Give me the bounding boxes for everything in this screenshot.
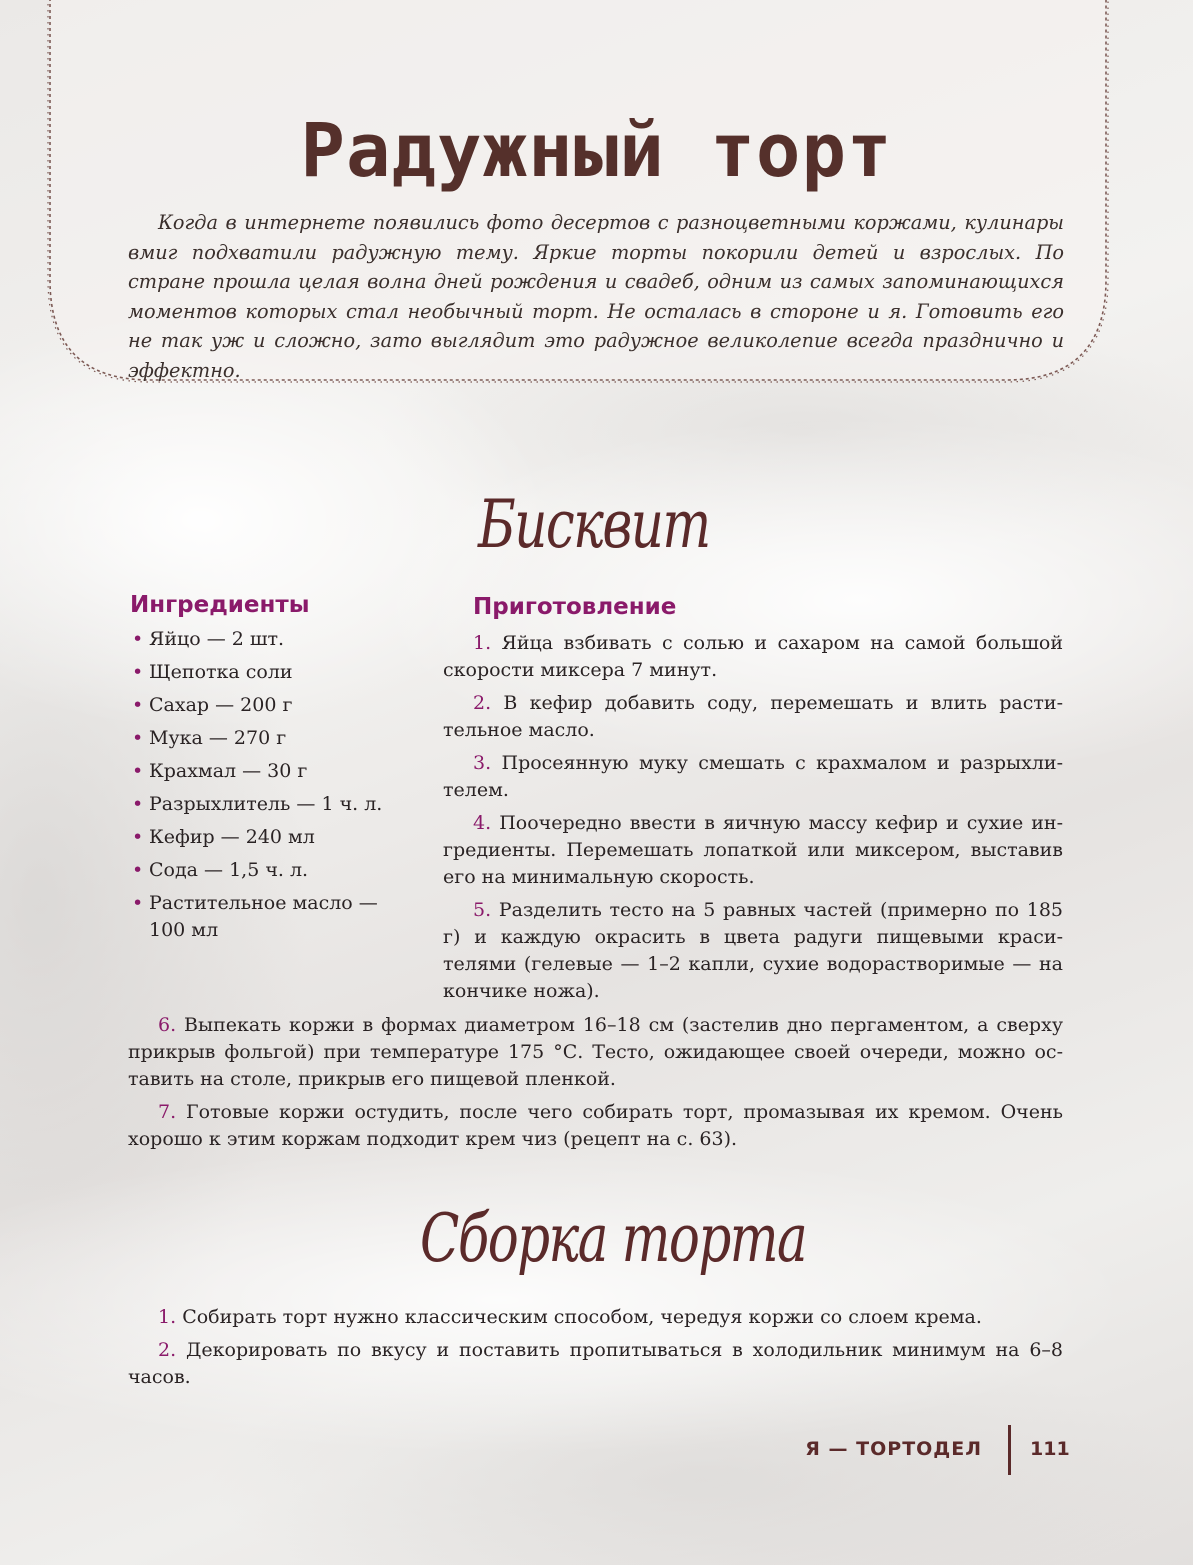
step: 3. Просеянную муку смешать с крахмалом и разрыхлителем.: [443, 752, 1064, 801]
step: 2. Декорировать по вкусу и поставить пропитываться в холодильник минимум на 6–8 часов.: [128, 1339, 1063, 1388]
bullet-icon: •: [132, 628, 144, 650]
preparation-steps: [443, 630, 1063, 1011]
sponge-title: Бисквит: [478, 486, 710, 563]
preparation-heading: Приготовление: [473, 594, 677, 620]
list-item: • Растительное масло — 100 мл: [132, 892, 378, 941]
list-item: • Разрыхлитель — 1 ч. л.: [132, 791, 402, 818]
bullet-icon: •: [132, 793, 144, 815]
list-item: • Крахмал — 30 г: [132, 758, 402, 785]
page-footer: [0, 1433, 1193, 1473]
list-item: • Щепотка соли: [132, 659, 402, 686]
bullet-icon: •: [132, 826, 144, 848]
page-title: Радужный торт: [300, 108, 893, 194]
preparation-steps-full: [128, 1012, 1063, 1159]
bullet-icon: •: [132, 760, 144, 782]
list-item: • Сахар — 200 г: [132, 692, 402, 719]
list-item: • Мука — 270 г: [132, 725, 402, 752]
step: 5. Разделить тесто на 5 равных частей (примерно по 185 г) и каждую окрасить в цвета радуги пищевыми красителями (гелевые — 1–2 капли, сухие водорастворимые — на кончике ножа).: [443, 899, 1063, 1002]
step: 1. Яйца взбивать с солью и сахаром на самой большой скорости миксера 7 минут.: [443, 632, 1063, 681]
intro-text: Когда в интернете появились фото десертов с разноцветными коржами, кулинары вмиг подхватили радужную тему. Яркие торты покорили детей и взрослых. По стране прошла целая волна дней рождения и свадеб, одним из самых запоминающихся моментов которых стал необычный торт. Не осталась в стороне и я. Готовить его не так уж и сложно, зато выглядит это радужное великолепие всегда празднично и эффектно.: [128, 211, 1064, 382]
list-item: • Яйцо — 2 шт.: [132, 626, 402, 653]
step: 1. Собирать торт нужно классическим способом, чередуя коржи со слоем крема.: [158, 1306, 982, 1328]
footer-divider: [1008, 1425, 1011, 1475]
bullet-icon: •: [132, 892, 144, 914]
assembly-title: Сборка торта: [420, 1200, 807, 1277]
page-number: 111: [1030, 1438, 1070, 1460]
step: 6. Выпекать коржи в формах диаметром 16–18 см (застелив дно пергаментом, а сверху прикрыв фольгой) при температуре 175 °С. Тесто, ожидающее своей очереди, можно оставить на столе, прикрыв его пищевой пленкой.: [128, 1014, 1063, 1090]
ingredients-heading: Ингредиенты: [130, 592, 310, 618]
bullet-icon: •: [132, 694, 144, 716]
step: 2. В кефир добавить соду, перемешать и влить растительное масло.: [443, 692, 1063, 741]
list-item: • Кефир — 240 мл: [132, 824, 402, 851]
step: 7. Готовые коржи остудить, после чего собирать торт, промазывая их кремом. Очень хорошо к этим коржам подходит крем чиз (рецепт на с. 63).: [128, 1101, 1063, 1150]
step: 4. Поочередно ввести в яичную массу кефир и сухие ингредиенты. Перемешать лопаткой или миксером, выставив его на минимальную скорость.: [443, 812, 1063, 888]
book-title: Я — ТОРТОДЕЛ: [805, 1438, 982, 1460]
bullet-icon: •: [132, 661, 144, 683]
bullet-icon: •: [132, 859, 144, 881]
ingredients-list: [132, 626, 402, 950]
bullet-icon: •: [132, 727, 144, 749]
list-item: • Сода — 1,5 ч. л.: [132, 857, 402, 884]
assembly-steps: [128, 1304, 1063, 1397]
